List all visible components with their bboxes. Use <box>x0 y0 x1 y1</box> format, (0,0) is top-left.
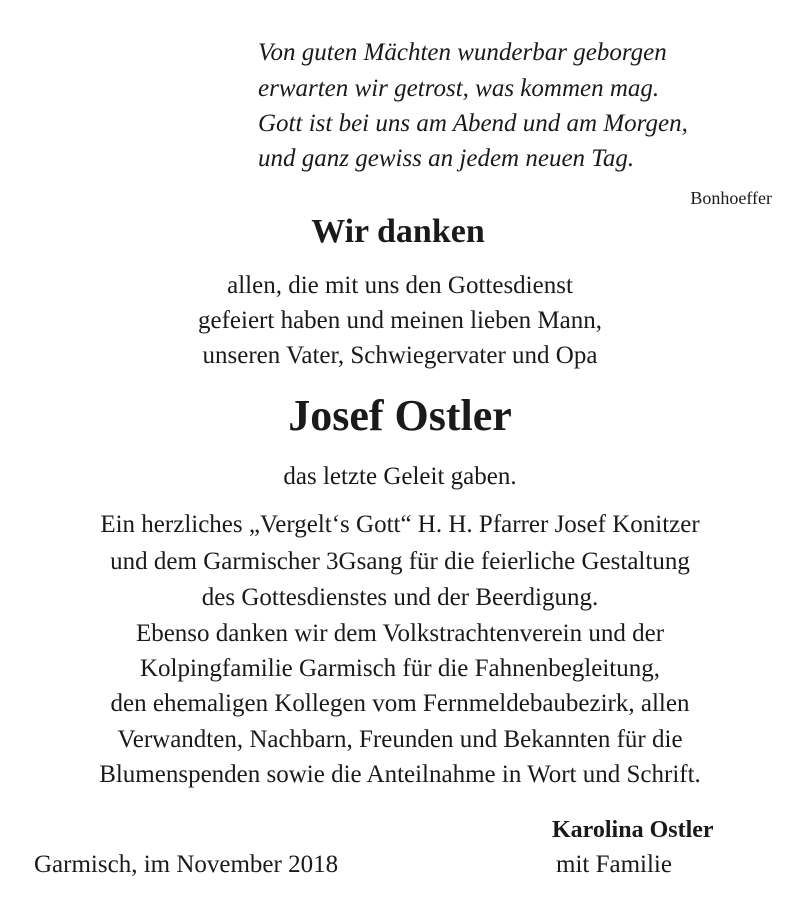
signature-family: mit Familie <box>556 851 672 878</box>
intro-line: allen, die mit uns den Gottesdienst <box>227 272 573 299</box>
poem-line: Gott ist bei uns am Abend und am Morgen, <box>258 110 688 137</box>
poem-line: und ganz gewiss an jedem neuen Tag. <box>258 145 635 172</box>
thanks-line: Blumenspenden sowie die Anteilnahme in Wort und Schrift. <box>99 761 701 788</box>
deceased-name: Josef Ostler <box>288 391 512 440</box>
thanks-line: Verwandten, Nachbarn, Freunden und Bekannten für die <box>117 726 683 753</box>
heading: Wir danken <box>311 213 485 250</box>
thanks-line: Kolpingfamilie Garmisch für die Fahnenbegleitung, <box>139 655 660 682</box>
signature-name: Karolina Ostler <box>552 817 714 843</box>
poem-line: erwarten wir getrost, was kommen mag. <box>258 75 660 102</box>
intro-line: unseren Vater, Schwiegervater und Opa <box>202 342 598 369</box>
after-name: das letzte Geleit gaben. <box>283 463 517 490</box>
place-date: Garmisch, im November 2018 <box>34 851 339 878</box>
thanks-line: des Gottesdienstes und der Beerdigung. <box>201 584 599 611</box>
intro-line: gefeiert haben und meinen lieben Mann, <box>197 307 603 334</box>
thanks-line: und dem Garmischer 3Gsang für die feierliche Gestaltung <box>110 548 690 575</box>
poem-line: Von guten Mächten wunderbar geborgen <box>258 39 667 66</box>
thanks-line: den ehemaligen Kollegen vom Fernmeldebaubezirk, allen <box>110 690 690 717</box>
thanks-line: Ein herzliches „Vergelt‘s Gott“ H. H. Pfarrer Josef Konitzer <box>100 511 700 538</box>
poem-author: Bonhoeffer <box>690 188 772 208</box>
thanks-line: Ebenso danken wir dem Volkstrachtenverein und der <box>135 620 665 647</box>
